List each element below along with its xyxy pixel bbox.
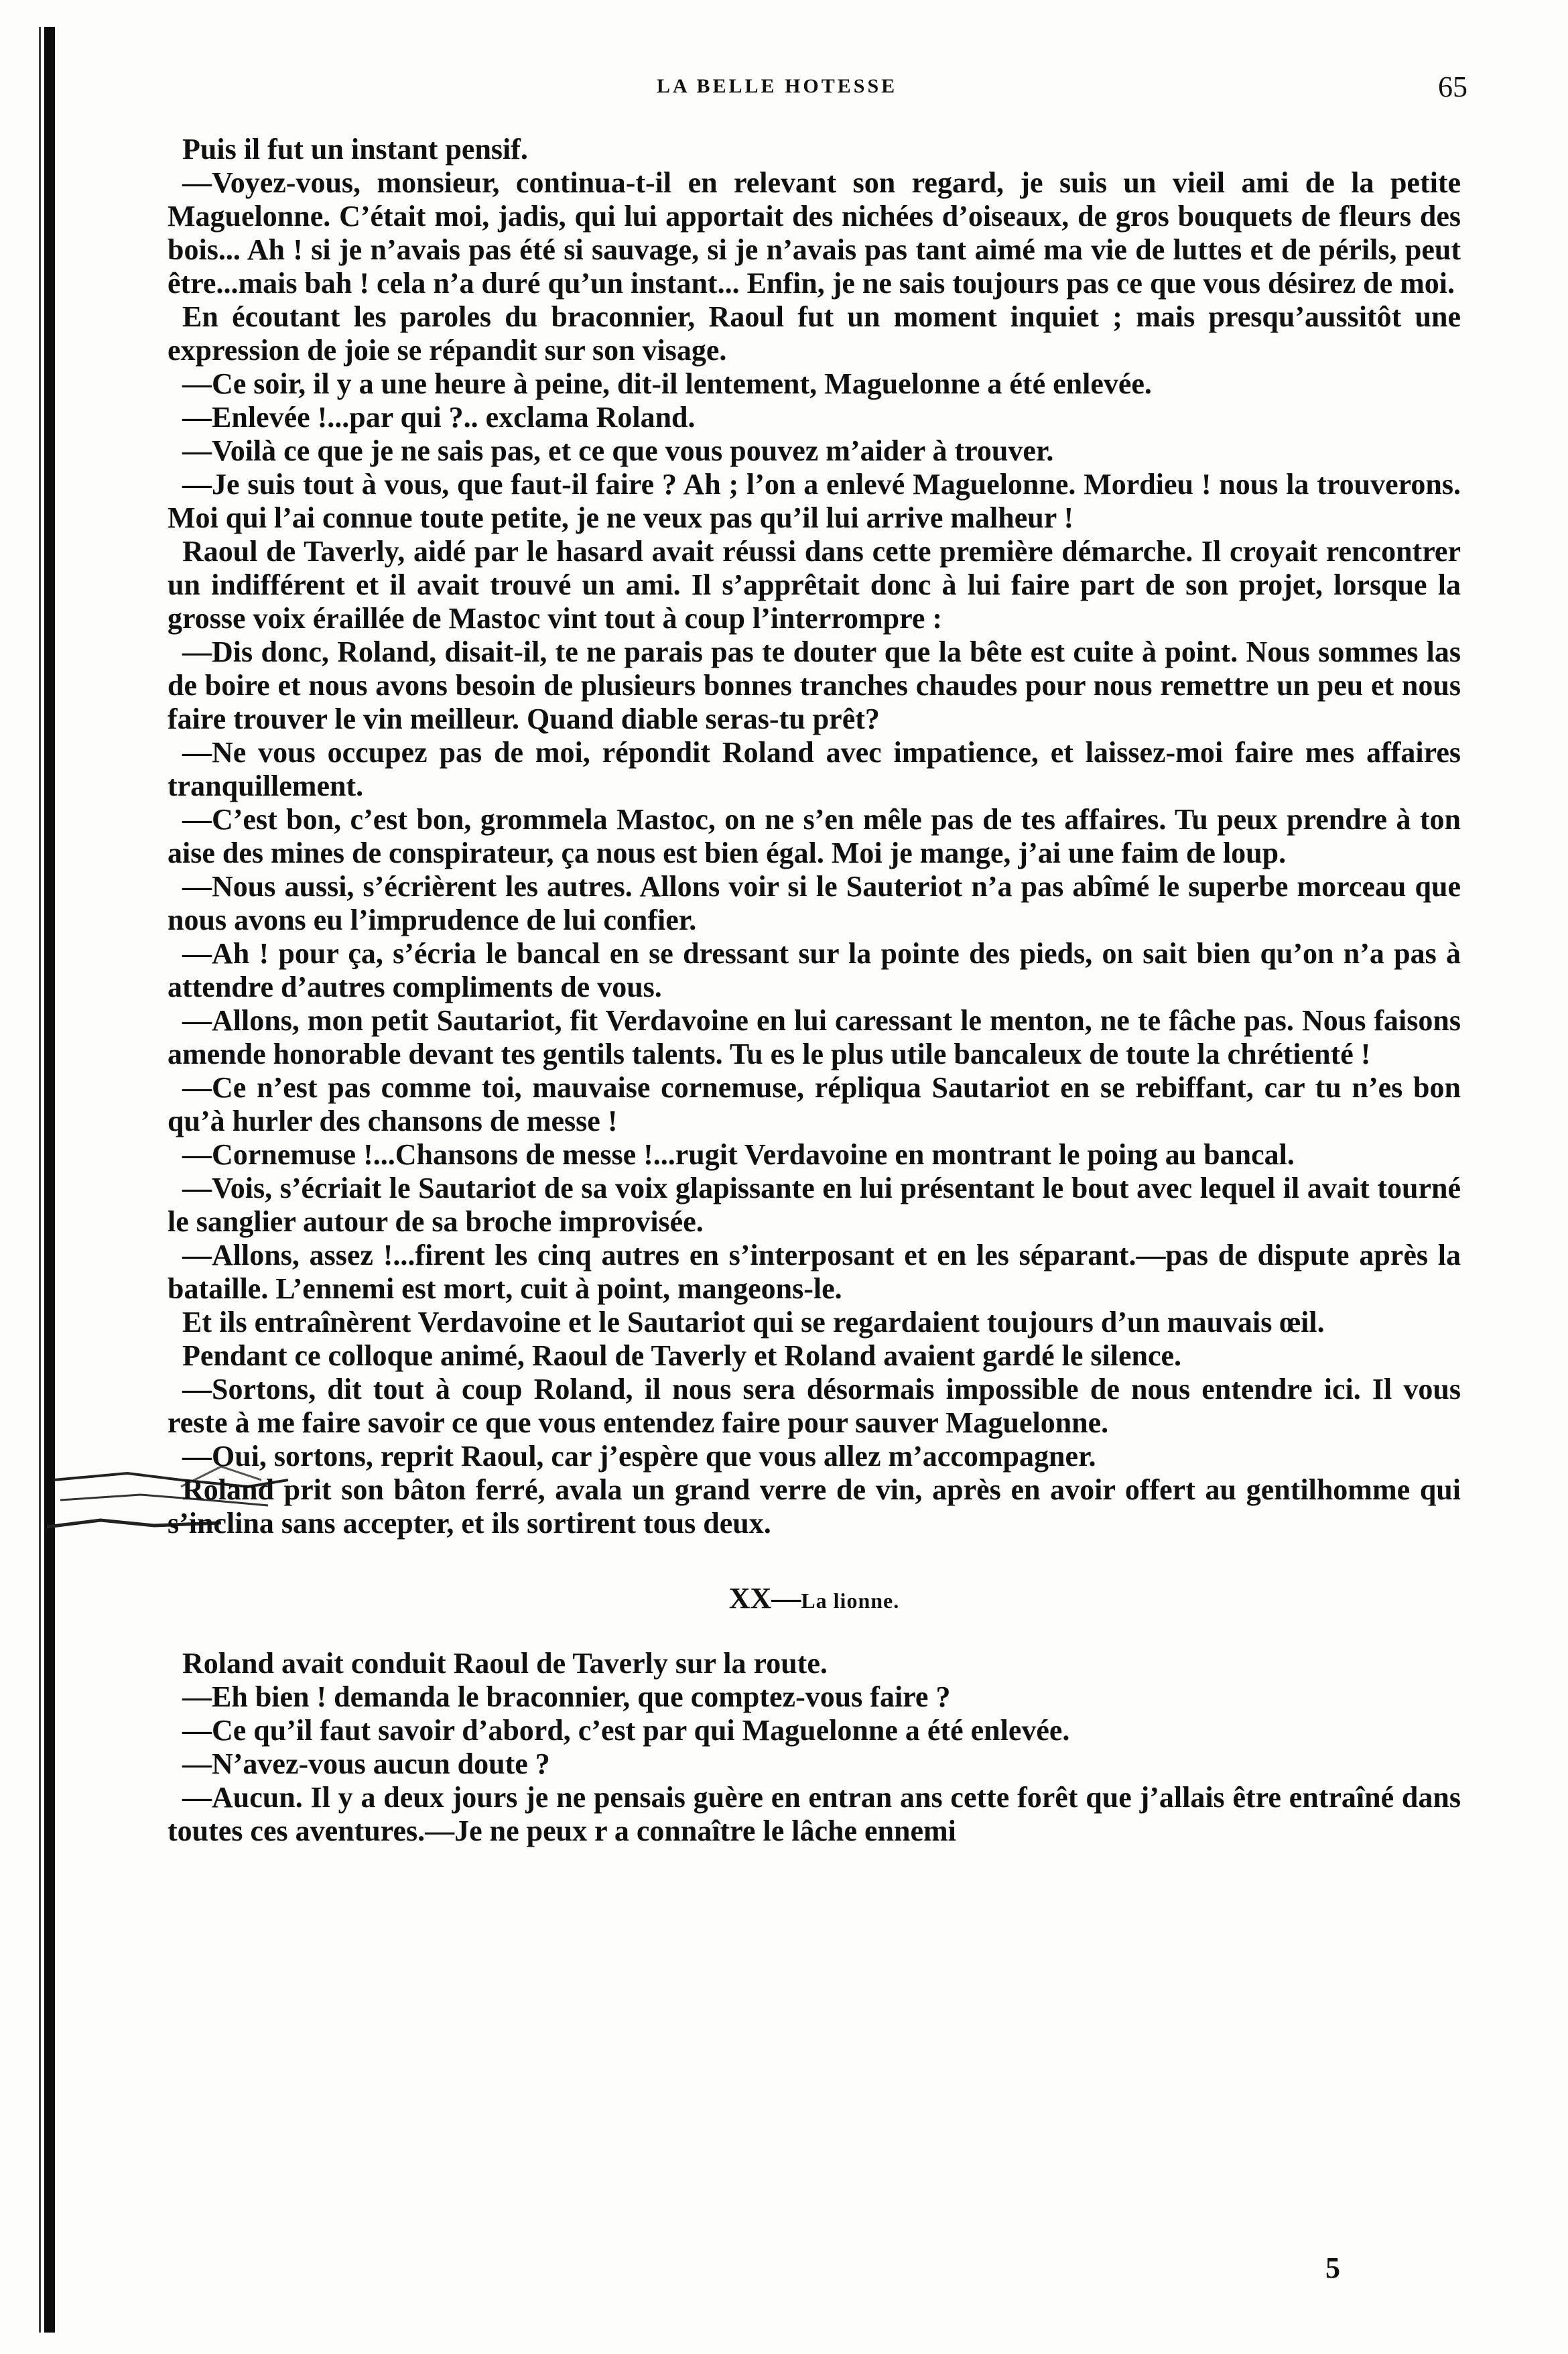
paragraph: —Ne vous occupez pas de moi, répondit Roland avec impatience, et laissez-moi faire mes affaires tranquillement. [168, 736, 1461, 802]
paragraph: Roland prit son bâton ferré, avala un grand verre de vin, après en avoir offert au gentilhomme qui s’inclina sans accepter, et ils sortirent tous deux. [168, 1473, 1461, 1540]
paragraph: —Allons, assez !...firent les cinq autres en s’interposant et en les séparant.—pas de dispute après la bataille. L’ennemi est mort, cuit à point, mangeons-le. [168, 1239, 1461, 1305]
binding-edge [44, 27, 55, 2333]
paragraph: —Voyez-vous, monsieur, continua-t-il en relevant son regard, je suis un vieil ami de la petite Maguelonne. C’était moi, jadis, qui lui apportait des nichées d’oiseaux, de gros bouquets de fleurs des bois... Ah ! si je n’avais pas été si sauvage, si je n’avais pas tant aimé ma vie de luttes et de périls, peut être...mais bah ! cela n’a duré qu’un instant... Enfin, je ne sais toujours pas ce que vous désirez de moi. [168, 166, 1461, 300]
signature-mark: 5 [1325, 2251, 1340, 2284]
page-number: 65 [1438, 70, 1467, 103]
paragraph: Puis il fut un instant pensif. [182, 133, 528, 166]
paragraph: —Dis donc, Roland, disait-il, te ne parais pas te douter que la bête est cuite à point. Nous sommes las de boire et nous avons besoin de plusieurs bonnes tranches chaudes pour nous remettre un peu et nous faire trouver le vin meilleur. Quand diable seras-tu prêt? [168, 635, 1461, 735]
paragraph: —C’est bon, c’est bon, grommela Mastoc, on ne s’en mêle pas de tes affaires. Tu peux prendre à ton aise des mines de conspirateur, ça nous est bien égal. Moi je mange, j’ai une faim de loup. [168, 803, 1461, 869]
chapter-title: La lionne. [801, 1589, 900, 1613]
paragraph: —Eh bien ! demanda le braconnier, que comptez-vous faire ? [182, 1680, 951, 1713]
paragraph: —Voilà ce que je ne sais pas, et ce que vous pouvez m’aider à trouver. [182, 434, 1054, 467]
paragraph: —Sortons, dit tout à coup Roland, il nous sera désormais impossible de nous entendre ici. Il vous reste à me faire savoir ce que vous entendez faire pour sauver Maguelonne. [168, 1373, 1461, 1439]
chapter-heading [168, 1582, 1461, 1617]
paragraph: —N’avez-vous aucun doute ? [182, 1747, 550, 1780]
paragraph: —Nous aussi, s’écrièrent les autres. Allons voir si le Sauteriot n’a pas abîmé le superbe morceau que nous avons eu l’imprudence de lui confier. [168, 870, 1461, 936]
paragraph: —Ce n’est pas comme toi, mauvaise cornemuse, répliqua Sautariot en se rebiffant, car tu n’es bon qu’à hurler des chansons de messe ! [168, 1071, 1461, 1137]
page-text [168, 133, 1461, 1848]
running-title: LA BELLE HOTESSE [657, 75, 898, 97]
paragraph: —Enlevée !...par qui ?.. exclama Roland. [182, 401, 696, 434]
paragraph: En écoutant les paroles du braconnier, Raoul fut un moment inquiet ; mais presqu’aussitôt une expression de joie se répandit sur son visage. [168, 300, 1461, 367]
paragraph: —Oui, sortons, reprit Raoul, car j’espère que vous allez m’accompagner. [182, 1440, 1096, 1473]
paragraph: Raoul de Taverly, aidé par le hasard avait réussi dans cette première démarche. Il croyait rencontrer un indifférent et il avait trouvé un ami. Il s’apprêtait donc à lui faire part de son projet, lorsque la grosse voix éraillée de Mastoc vint tout à coup l’interrompre : [168, 535, 1461, 635]
paragraph: Pendant ce colloque animé, Raoul de Taverly et Roland avaient gardé le silence. [182, 1339, 1182, 1372]
paragraph: —Allons, mon petit Sautariot, fit Verdavoine en lui caressant le menton, ne te fâche pas. Nous faisons amende honorable devant tes gentils talents. Tu es le plus utile bancaleux de toute la chrétienté ! [168, 1004, 1461, 1070]
paragraph: —Je suis tout à vous, que faut-il faire ? Ah ; l’on a enlevé Maguelonne. Mordieu ! nous la trouverons. Moi qui l’ai connue toute petite, je ne veux pas qu’il lui arrive malheur ! [168, 468, 1461, 534]
binding-edge-line [39, 27, 41, 2333]
paragraph: —Ah ! pour ça, s’écria le bancal en se dressant sur la pointe des pieds, on sait bien qu’on n’a pas à attendre d’autres compliments de vous. [168, 937, 1461, 1003]
paragraph: —Ce qu’il faut savoir d’abord, c’est par qui Maguelonne a été enlevée. [182, 1714, 1070, 1747]
paragraph: —Aucun. Il y a deux jours je ne pensais guère en entran ans cette forêt que j’allais être entraîné dans toutes ces aventures.—Je ne peux r a connaître le lâche ennemi [168, 1781, 1461, 1847]
paragraph: Et ils entraînèrent Verdavoine et le Sautariot qui se regardaient toujours d’un mauvais œil. [182, 1306, 1325, 1339]
paragraph: Roland avait conduit Raoul de Taverly sur la route. [182, 1647, 828, 1680]
paragraph: —Cornemuse !...Chansons de messe !...rugit Verdavoine en montrant le poing au bancal. [182, 1138, 1295, 1171]
chapter-number: XX— [728, 1582, 801, 1615]
paragraph: —Ce soir, il y a une heure à peine, dit-il lentement, Maguelonne a été enlevée. [182, 367, 1152, 400]
paragraph: —Vois, s’écriait le Sautariot de sa voix glapissante en lui présentant le bout avec lequel il avait tourné le sanglier autour de sa broche improvisée. [168, 1172, 1461, 1238]
